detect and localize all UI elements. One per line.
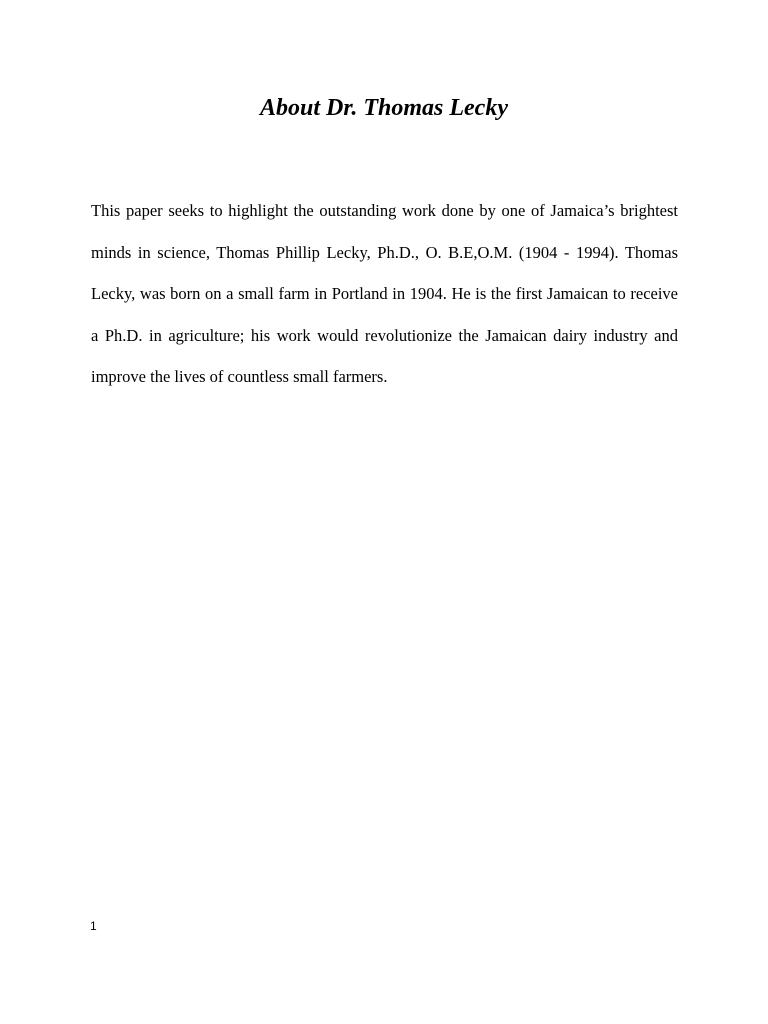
page-number: 1 xyxy=(90,919,97,933)
body-paragraph: This paper seeks to highlight the outstanding work done by one of Jamaica’s brightest minds in science, Thomas Phillip Lecky, Ph.D., O. B.E,O.M. (1904 - 1994). Thomas Lecky, was born on a small farm in Portland in 1904. He is the first Jamaican to receive a Ph.D. in agriculture; his work would revolutionize the Jamaican dairy industry and improve the lives of countless small farmers. xyxy=(91,201,678,386)
page-title: About Dr. Thomas Lecky xyxy=(259,95,508,121)
